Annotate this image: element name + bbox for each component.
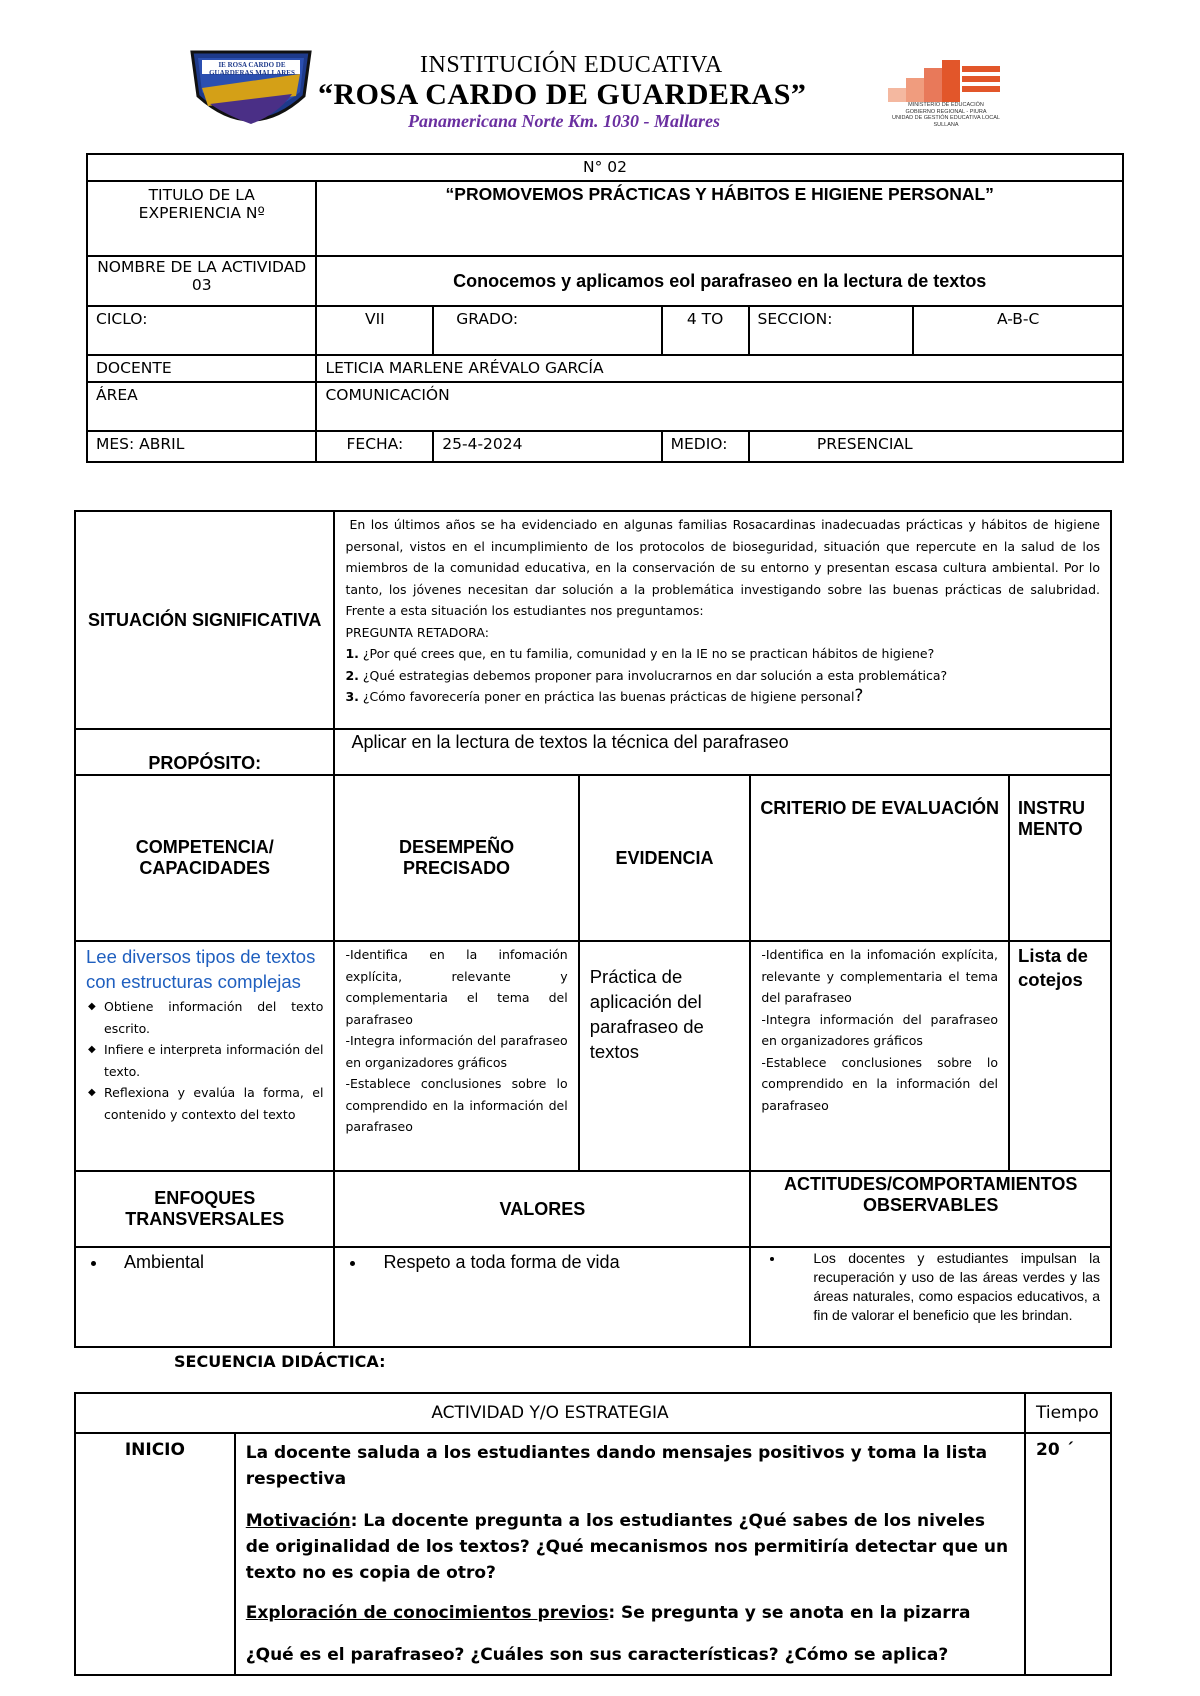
pregunta-3-text: ¿Cómo favorecería poner en práctica las buenas prácticas de higiene personal (362, 689, 855, 704)
col-criterio: CRITERIO DE EVALUACIÓN (750, 775, 1009, 941)
mes-label: MES: ABRIL (87, 431, 316, 462)
docente-label: DOCENTE (87, 355, 316, 382)
pregunta-2 (345, 665, 1100, 687)
exploracion-paragraph (246, 1600, 1014, 1626)
proposito-label: PROPÓSITO: (75, 729, 334, 775)
col-evidencia: EVIDENCIA (579, 775, 751, 941)
medio-value: PRESENCIAL (749, 431, 1123, 462)
grado-value: 4 TO (662, 306, 749, 355)
proposito-value: Aplicar en la lectura de textos la técnica del parafraseo (334, 729, 1111, 775)
area-value: COMUNICACIÓN (316, 382, 1123, 431)
institution-name: “ROSA CARDO DE GUARDERAS” (318, 78, 807, 111)
pregunta-2-text: ¿Qué estrategias debemos proponer para involucrarnos en dar solución a esta problemática? (362, 667, 948, 683)
ciclo-label: CICLO: (87, 306, 316, 355)
valor-item: • Respeto a toda forma de vida (367, 1252, 741, 1273)
motivacion-label: Motivación (245, 1511, 351, 1531)
valor-list (343, 1252, 741, 1273)
situacion-cell (334, 511, 1111, 729)
inicio-tiempo: 20 ´ (1025, 1433, 1111, 1675)
fecha-value: 25-4-2024 (433, 431, 661, 462)
col-competencia: COMPETENCIA/ CAPACIDADES (75, 775, 334, 941)
inicio-content (235, 1433, 1025, 1675)
exploracion-text: : Se pregunta y se anota en la pizarra (608, 1603, 971, 1623)
motivacion-paragraph (246, 1508, 1014, 1586)
col-actividad: ACTIVIDAD Y/O ESTRATEGIA (75, 1393, 1025, 1433)
instrumento-value: Lista de cotejos (1009, 941, 1111, 1171)
capacidad-item: ◆ Obtiene información del texto escrito. (104, 996, 323, 1039)
actitud-cell (750, 1247, 1111, 1347)
criterio-item: -Integra información del parafraseo en organizadores gráficos (761, 1011, 999, 1048)
enfoque-list (84, 1252, 325, 1273)
seccion-label: SECCION: (749, 306, 914, 355)
enfoque-cell (75, 1247, 334, 1347)
actitud-item: • Los docentes y estudiantes impulsan la recuperación y uso de las áreas verdes y las áreas naturales, como espacios educativos, a fin de valorar el beneficio que les brindan. (785, 1249, 1100, 1325)
inicio-label: INICIO (75, 1433, 235, 1675)
criterio-item: -Identifica en la infomación explícita, relevante y complementaria el tema del parafraseo (761, 947, 999, 1005)
desempeno-cell (334, 941, 578, 1171)
school-crest-logo (188, 44, 314, 136)
inicio-p1: La docente saluda a los estudiantes dando mensajes positivos y toma la lista respectiva (245, 1443, 988, 1489)
ciclo-value: VII (316, 306, 433, 355)
grado-label: GRADO: (433, 306, 661, 355)
situacion-label: SITUACIÓN SIGNIFICATIVA (75, 511, 334, 729)
criterio-item: -Establece conclusiones sobre lo comprendido en la información del parafraseo (761, 1054, 999, 1113)
desempeno-item: -Integra información del parafraseo en organizadores gráficos (345, 1033, 568, 1070)
secuencia-title: SECUENCIA DIDÁCTICA: (174, 1352, 386, 1371)
secuencia-table (74, 1392, 1112, 1676)
col-tiempo: Tiempo (1025, 1393, 1111, 1433)
pregunta-label: PREGUNTA RETADORA: (345, 624, 489, 640)
pregunta-1 (345, 643, 1100, 665)
page-header (0, 0, 1200, 150)
exploracion-label: Exploración de conocimientos previos (245, 1603, 609, 1623)
competencia-title: Lee diversos tipos de textos con estructuras complejas (86, 946, 316, 992)
docente-value: LETICIA MARLENE ARÉVALO GARCÍA (316, 355, 1123, 382)
pregunta-2-num: 2. (345, 667, 359, 683)
col-actitudes: ACTITUDES/COMPORTAMIENTOS OBSERVABLES (750, 1171, 1111, 1247)
nombre-value: Conocemos y aplicamos eol parafraseo en la lectura de textos (316, 256, 1123, 306)
capacidad-item: ◆ Infiere e interpreta información del texto. (104, 1039, 323, 1082)
pregunta-3-tail: ? (854, 686, 864, 706)
situacion-text: En los últimos años se ha evidenciado en algunas familias Rosacardinas inadecuadas prácticas y hábitos de higiene personal, vistos en el incumplimiento de los protocolos de bioseguridad, situación que repercute en la salud de los miembros de la comunidad educativa, en la conservación de su entorno y presentan escasa cultura ambiental. Por lo tanto, los jóvenes necesitan dar solución a la problemática investigando sobre las buenas prácticas de salubridad. Frente a esta situación los estudiantes nos preguntamos: (345, 517, 1100, 618)
area-label: ÁREA (87, 382, 316, 431)
col-instrumento: INSTRU MENTO (1009, 775, 1111, 941)
pregunta-3 (345, 686, 1100, 708)
ministry-logo-text (872, 102, 1020, 128)
col-valores: VALORES (334, 1171, 750, 1247)
pregunta-3-num: 3. (345, 689, 359, 704)
desempeno-item: -Identifica en la infomación explícita, relevante y complementaria el tema del parafraseo (345, 947, 568, 1027)
activity-number: N° 02 (87, 154, 1123, 181)
ministry-line3: UNIDAD DE GESTIÓN EDUCATIVA LOCAL (892, 115, 1000, 121)
activity-info-table (86, 153, 1124, 463)
valor-cell (334, 1247, 750, 1347)
criterio-cell (750, 941, 1009, 1171)
titulo-label: TITULO DE LA EXPERIENCIA Nº (87, 181, 316, 256)
ministry-logo-icon (888, 60, 1004, 102)
institution-label: INSTITUCIÓN EDUCATIVA (420, 52, 723, 78)
titulo-value: “PROMOVEMOS PRÁCTICAS Y HÁBITOS E HIGIENE PERSONAL” (316, 181, 1123, 256)
actitud-list (761, 1249, 1100, 1325)
inicio-p4: ¿Qué es el parafraseo? ¿Cuáles son sus características? ¿Cómo se aplica? (245, 1645, 949, 1665)
capacidad-item: ◆ Reflexiona y evalúa la forma, el contenido y contexto del texto (104, 1082, 323, 1125)
nombre-label: NOMBRE DE LA ACTIVIDAD 03 (87, 256, 316, 306)
pregunta-1-text: ¿Por qué crees que, en tu familia, comunidad y en la IE no se practican hábitos de higiene? (362, 646, 935, 661)
enfoque-item: • Ambiental (108, 1252, 325, 1273)
medio-label: MEDIO: (662, 431, 749, 462)
planning-table (74, 510, 1112, 1348)
capacidades-list (86, 996, 323, 1125)
crest-text: IE ROSA CARDO DE GUARDERAS MALLARES (209, 61, 295, 77)
ministry-line4: SULLANA (933, 121, 959, 128)
evidencia-value: Práctica de aplicación del parafraseo de textos (579, 941, 751, 1171)
institution-address: Panamericana Norte Km. 1030 - Mallares (408, 111, 721, 131)
desempeno-item: -Establece conclusiones sobre lo comprendido en la información del parafraseo (345, 1076, 568, 1134)
competencia-cell (75, 941, 334, 1171)
ministry-line2: GOBIERNO REGIONAL - PIURA (905, 108, 987, 115)
pregunta-1-num: 1. (345, 646, 359, 661)
fecha-label: FECHA: (316, 431, 433, 462)
motivacion-text: : La docente pregunta a los estudiantes ¿Qué sabes de los niveles de originalidad de los textos? ¿Qué mecanismos nos permitiría detectar que un texto no es copia de otro? (245, 1511, 1009, 1583)
col-desempeno: DESEMPEÑO PRECISADO (334, 775, 578, 941)
ministry-line1: MINISTERIO DE EDUCACIÓN (908, 102, 984, 108)
col-enfoques: ENFOQUES TRANSVERSALES (75, 1171, 334, 1247)
seccion-value: A-B-C (913, 306, 1123, 355)
